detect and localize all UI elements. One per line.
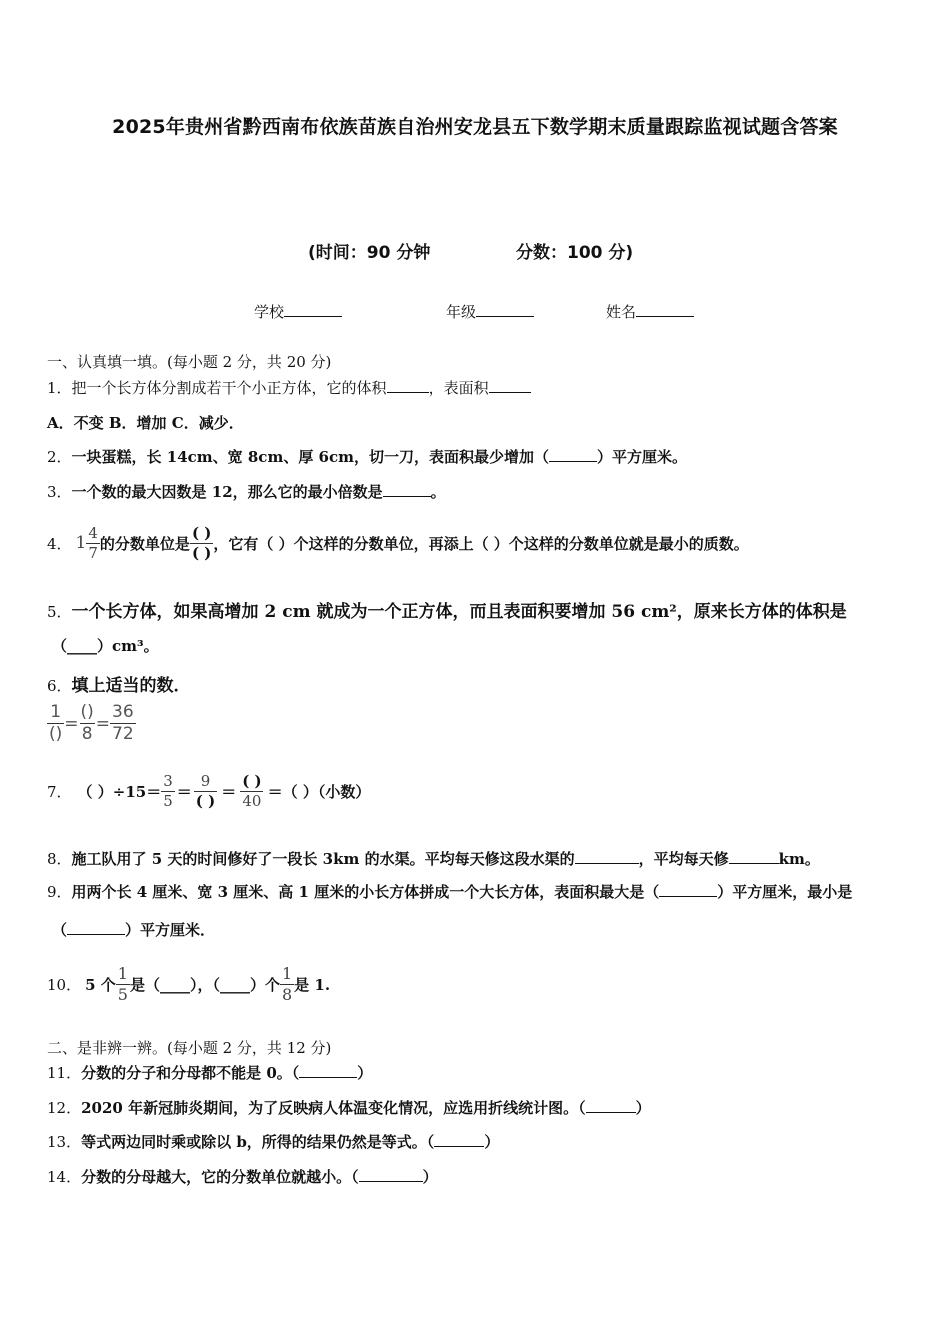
q1-number: 1． bbox=[47, 379, 72, 397]
q5-number: 5． bbox=[47, 603, 72, 621]
q6-f3-denominator: 72 bbox=[112, 724, 134, 744]
q1-text: 把一个长方体分割成若干个小正方体，它的体积 bbox=[71, 379, 387, 397]
q11-text: 分数的分子和分母都不能是 0。（ bbox=[81, 1064, 300, 1082]
question-13 bbox=[47, 1131, 499, 1152]
q9-blank-max[interactable] bbox=[659, 881, 717, 897]
grade-field bbox=[446, 301, 534, 322]
question-8 bbox=[47, 848, 820, 869]
q4-text2: ，它有（ ）个这样的分数单位，再添上（ ）个这样的分数单位就是最小的质数。 bbox=[213, 534, 749, 553]
q3-blank[interactable] bbox=[383, 481, 431, 497]
q7-end: ＝（ ）（小数） bbox=[267, 782, 371, 801]
q6-fraction-1 bbox=[47, 704, 64, 743]
q7-start: （ ）÷15＝ bbox=[77, 782, 162, 801]
q6-equation bbox=[47, 704, 136, 743]
q5-text: 一个长方体，如果高增加 2 cm 就成为一个正方体，而且表面积要增加 56 cm²，原来长方体的体积是 bbox=[71, 602, 847, 622]
q3-text: 一个数的最大因数是 12，那么它的最小倍数是 bbox=[71, 483, 383, 501]
q3-end: 。 bbox=[430, 483, 446, 501]
q2-text: 一块蛋糕，长 14cm、宽 8cm、厚 6cm，切一刀，表面积最少增加（ bbox=[71, 448, 549, 466]
q10-start: 5 个 bbox=[85, 975, 116, 994]
q2-blank[interactable] bbox=[549, 446, 597, 462]
section2-heading: 二、是非辨一辨。(每小题 2 分，共 12 分) bbox=[47, 1039, 332, 1057]
q7-fa-numerator: 3 bbox=[163, 771, 173, 790]
q7-fb-denominator[interactable]: ( ) bbox=[195, 791, 216, 810]
q9-line2 bbox=[52, 919, 215, 940]
q14-blank[interactable] bbox=[359, 1166, 423, 1182]
q11-number: 11． bbox=[47, 1064, 82, 1082]
q2-number: 2． bbox=[47, 448, 72, 466]
question-1 bbox=[47, 377, 531, 398]
q6-number: 6． bbox=[47, 677, 72, 695]
q10-f2-denominator: 8 bbox=[281, 984, 293, 1004]
q8-blank-km[interactable] bbox=[729, 848, 779, 864]
q10-f2-numerator: 1 bbox=[281, 963, 293, 983]
q1-options: A．不变 B．增加 C．减少． bbox=[47, 414, 244, 432]
q14-number: 14． bbox=[47, 1168, 82, 1186]
q8-text: 施工队用了 5 天的时间修好了一段长 3km 的水渠。平均每天修这段水渠的 bbox=[71, 850, 575, 868]
q6-f1-denominator[interactable]: () bbox=[49, 724, 63, 744]
question-11 bbox=[47, 1062, 372, 1083]
q13-blank[interactable] bbox=[434, 1131, 484, 1147]
q1-blank-volume[interactable] bbox=[387, 377, 429, 393]
q10-fraction-2 bbox=[280, 963, 294, 1004]
q8-end: km。 bbox=[778, 850, 820, 868]
q7-fc-denominator: 40 bbox=[242, 791, 262, 810]
q6-equals-2: = bbox=[95, 713, 111, 734]
q12-text: 2020 年新冠肺炎期间，为了反映病人体温变化情况，应选用折线统计图。（ bbox=[81, 1099, 586, 1117]
question-4 bbox=[47, 515, 749, 571]
q9-mid: ）平方厘米，最小是 bbox=[717, 883, 853, 901]
school-field bbox=[254, 301, 342, 322]
q4-unit-fraction bbox=[190, 523, 213, 562]
q10-f1-numerator: 1 bbox=[117, 963, 128, 983]
q4-mixed-numerator: 4 bbox=[88, 523, 98, 542]
q6-fraction-2 bbox=[79, 704, 96, 743]
q14-text: 分数的分母越大，它的分数单位就越小。（ bbox=[81, 1168, 359, 1186]
q9-line2-open: （ bbox=[52, 921, 68, 939]
q7-fa-denominator: 5 bbox=[163, 791, 173, 810]
q4-text1: 的分数单位是 bbox=[99, 534, 190, 553]
q4-mixed-denominator: 7 bbox=[88, 543, 98, 562]
question-7 bbox=[47, 762, 370, 820]
name-label: 姓名 bbox=[606, 303, 637, 321]
q10-end: 是 1. bbox=[294, 975, 331, 994]
exam-score: 分数：100 分) bbox=[516, 243, 634, 263]
q1-blank-area[interactable] bbox=[489, 377, 531, 393]
name-blank[interactable] bbox=[636, 301, 694, 317]
q12-number: 12． bbox=[47, 1099, 82, 1117]
question-6 bbox=[47, 671, 191, 696]
exam-time: (时间：90 分钟 bbox=[308, 243, 431, 263]
q6-text: 填上适当的数． bbox=[71, 676, 191, 696]
q6-f3-numerator: 36 bbox=[112, 702, 134, 722]
q11-end: ） bbox=[357, 1064, 373, 1082]
question-2 bbox=[47, 446, 687, 467]
q9-number: 9． bbox=[47, 883, 72, 901]
q3-number: 3． bbox=[47, 483, 72, 501]
q6-equals-1: = bbox=[64, 713, 79, 734]
q7-fb-numerator: 9 bbox=[200, 771, 211, 790]
section1-heading: 一、认真填一填。(每小题 2 分，共 20 分) bbox=[47, 353, 332, 371]
q6-f1-numerator: 1 bbox=[50, 702, 62, 722]
q13-text: 等式两边同时乘或除以 b，所得的结果仍然是等式。（ bbox=[81, 1133, 435, 1151]
question-10 bbox=[47, 955, 330, 1013]
q9-line2-end: ）平方厘米． bbox=[125, 921, 216, 939]
document-title: 2025年贵州省黔西南布依族苗族自治州安龙县五下数学期末质量跟踪监视试题含答案 bbox=[112, 116, 838, 138]
grade-blank[interactable] bbox=[476, 301, 534, 317]
q8-blank-fraction[interactable] bbox=[575, 848, 639, 864]
q10-f1-denominator: 5 bbox=[117, 984, 128, 1004]
q9-text: 用两个长 4 厘米、宽 3 厘米、高 1 厘米的小长方体拼成一个大长方体，表面积最大是（ bbox=[71, 883, 660, 901]
q10-number: 10． bbox=[47, 975, 82, 994]
q7-fraction-c bbox=[240, 771, 263, 810]
q10-mid: 是（____），（____）个 bbox=[129, 975, 280, 994]
q11-blank[interactable] bbox=[299, 1062, 357, 1078]
q7-fraction-b bbox=[194, 771, 217, 810]
q4-unit-denominator[interactable]: ( ) bbox=[191, 543, 212, 562]
q13-number: 13． bbox=[47, 1133, 82, 1151]
q7-number: 7． bbox=[47, 782, 72, 801]
question-9 bbox=[47, 881, 852, 902]
q14-end: ） bbox=[422, 1168, 438, 1186]
school-label: 学校 bbox=[254, 303, 285, 321]
question-5 bbox=[47, 597, 847, 622]
q12-blank[interactable] bbox=[586, 1097, 636, 1113]
q1-mid: ，表面积 bbox=[428, 379, 489, 397]
q4-number: 4． bbox=[47, 534, 72, 553]
q8-mid: ，平均每天修 bbox=[638, 850, 729, 868]
question-12 bbox=[47, 1097, 651, 1118]
q5-line2: （____）cm³。 bbox=[52, 637, 159, 655]
q13-end: ） bbox=[484, 1133, 500, 1151]
q2-end: ）平方厘米。 bbox=[596, 448, 687, 466]
q4-mixed-fraction bbox=[86, 523, 100, 562]
q7-fc-numerator[interactable]: ( ) bbox=[242, 771, 262, 790]
q4-unit-numerator[interactable]: ( ) bbox=[191, 523, 212, 542]
q12-end: ） bbox=[635, 1099, 651, 1117]
name-field bbox=[606, 301, 694, 322]
question-3 bbox=[47, 481, 446, 502]
q7-equals-1: ＝ bbox=[176, 782, 192, 801]
q7-fraction-a bbox=[161, 771, 175, 810]
q9-blank-min[interactable] bbox=[67, 919, 125, 935]
q6-f2-denominator: 8 bbox=[81, 724, 93, 744]
q4-mixed-whole: 1 bbox=[75, 533, 87, 553]
q8-number: 8． bbox=[47, 850, 72, 868]
question-14 bbox=[47, 1166, 438, 1187]
q6-fraction-3 bbox=[110, 704, 136, 743]
school-blank[interactable] bbox=[284, 301, 342, 317]
q6-f2-numerator[interactable]: () bbox=[80, 702, 94, 722]
q7-equals-2: ＝ bbox=[221, 782, 237, 801]
grade-label: 年级 bbox=[446, 303, 477, 321]
q10-fraction-1 bbox=[116, 963, 130, 1004]
